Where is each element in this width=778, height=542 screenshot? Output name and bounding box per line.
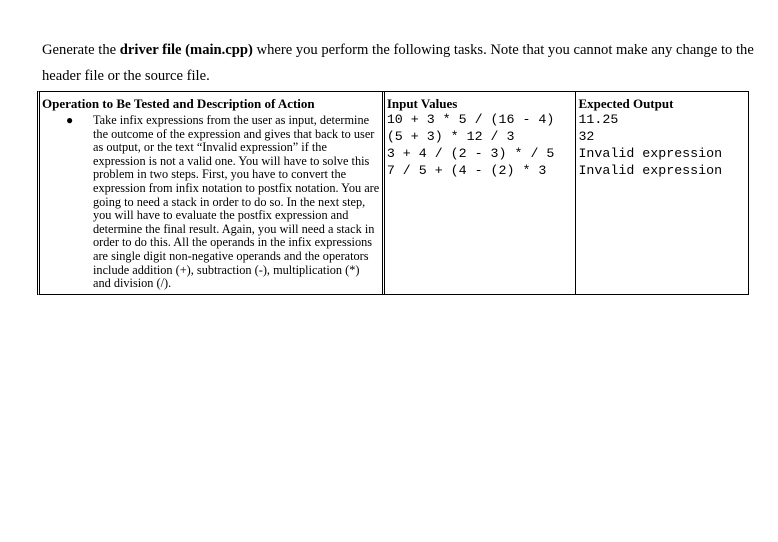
test-spec-table: [37, 91, 749, 295]
operation-header: Operation to Be Tested and Description of Action: [42, 96, 315, 111]
output-value: 32: [578, 129, 595, 144]
table-row: [40, 92, 748, 294]
output-cell: [576, 92, 748, 294]
intro-text-start: Generate the: [42, 42, 120, 58]
bullet-icon: ●: [66, 113, 74, 127]
intro-paragraph: [42, 37, 754, 89]
input-value: (5 + 3) * 12 / 3: [386, 129, 515, 144]
description-item: [42, 111, 380, 294]
input-cell: [385, 92, 577, 294]
output-value: Invalid expression: [578, 146, 723, 161]
output-header: Expected Output: [578, 96, 674, 111]
intro-driver-file: driver file (main.cpp): [119, 42, 253, 58]
input-value: 3 + 4 / (2 - 3) * / 5: [386, 146, 555, 161]
input-value: 10 + 3 * 5 / (16 - 4): [386, 112, 555, 127]
intro-text-end: where you perform the following tasks. Note that you cannot make any change to the header file or the source file.: [42, 42, 754, 84]
input-header: Input Values: [386, 96, 458, 111]
description-text: Take infix expressions from the user as input, determine the outcome of the expression and gives that back to user as output, or the text “Invalid expression” if the expression is not a valid one. You will have to solve this problem in two steps. First, you have to convert the expression from infix notation to postfix notation. You are going to need a stack in order to do so. In the next step, you will have to evaluate the postfix expression and determine the final result. Again, you will need a stack in order to do this. All the operands in the infix expressions are single digit non-negative operands and the operators include addition (+), subtraction (-), multiplication (*) and division (/).: [93, 113, 380, 291]
input-value: 7 / 5 + (4 - (2) * 3: [386, 163, 547, 178]
output-value: 11.25: [578, 112, 619, 127]
operation-cell: [40, 92, 385, 294]
output-value: Invalid expression: [578, 163, 723, 178]
